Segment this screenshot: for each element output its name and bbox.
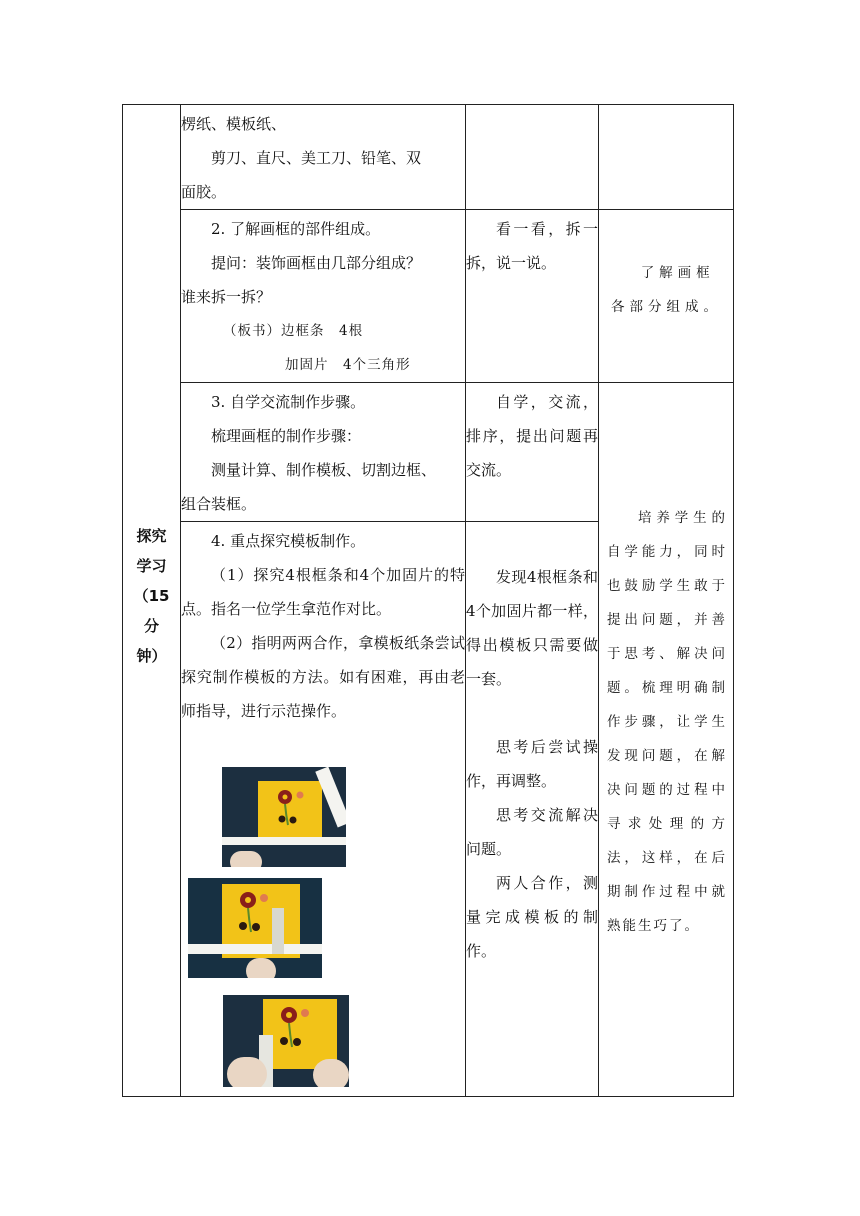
table-row [123, 105, 734, 210]
stage-label: （15 [133, 586, 170, 605]
stage-label: 学习 [136, 556, 167, 575]
board-note: 加固片 4个三角形 [285, 357, 411, 373]
student-activity-cell [466, 105, 599, 210]
board-note: （板书）边框条 4根 [223, 323, 364, 339]
demo-photo-1 [222, 767, 346, 867]
lesson-plan-table [122, 104, 734, 1097]
step-line: （1）探究4根框条和4个加固片的特点。指名一位学生拿范作对比。 [181, 566, 465, 618]
student-activity-text: 思考交流解决问题。 [466, 806, 598, 858]
paper-quilling-flower-icon [236, 890, 268, 936]
step-heading: 2. 了解画框的部件组成。 [211, 220, 381, 238]
student-activity-text: 思考后尝试操作，再调整。 [466, 738, 598, 790]
student-activity-text: 看一看，拆一拆，说一说。 [466, 220, 598, 272]
student-activity-text: 两人合作，测量完成模板的制作。 [466, 874, 598, 960]
material-line: 剪刀、直尺、美工刀、铅笔、双 [211, 149, 422, 167]
paper-quilling-flower-icon [274, 787, 304, 829]
table-row [123, 210, 734, 383]
step-line: 梳理画框的制作步骤： [211, 427, 362, 445]
stage-label: 钟） [136, 646, 167, 665]
design-intent-cell [599, 105, 734, 210]
paper-quilling-flower-icon [277, 1005, 309, 1051]
question-line: 谁来拆一拆？ [181, 288, 272, 306]
stage-cell [123, 105, 181, 1097]
material-line: 面胶。 [181, 183, 227, 201]
design-intent-text: 了解画框各部分组成。 [611, 265, 722, 315]
design-intent-cell [599, 383, 734, 1097]
student-activity-cell [466, 210, 599, 383]
step-line: （2）指明两两合作，拿模板纸条尝试探究制作模板的方法。如有困难，再由老师指导，进行示范操作。 [181, 634, 465, 720]
stage-label: 分 [143, 616, 159, 635]
stage-label: 探究 [136, 526, 167, 545]
design-intent-cell [599, 210, 734, 383]
student-activity-text: 发现4根框条和4个加固片都一样，得出模板只需要做一套。 [466, 568, 598, 688]
teacher-activity-cell [181, 383, 466, 522]
teacher-activity-cell [181, 522, 466, 1097]
step-heading: 3. 自学交流制作步骤。 [211, 393, 366, 411]
student-activity-cell [466, 522, 599, 1097]
demo-photo-3 [223, 995, 349, 1087]
student-activity-text: 自学，交流，排序，提出问题再交流。 [466, 393, 598, 479]
student-activity-cell [466, 383, 599, 522]
demo-photo-2 [188, 878, 322, 978]
step-heading: 4. 重点探究模板制作。 [211, 532, 366, 550]
table-row [123, 383, 734, 522]
step-line: 测量计算、制作模板、切割边框、 [211, 461, 437, 479]
teacher-activity-cell [181, 210, 466, 383]
step-line: 组合装框。 [181, 495, 257, 513]
design-intent-text: 培养学生的自学能力，同时也鼓励学生敢于提出问题，并善于思考、解决问题。梳理明确制作步骤，让学生发现问题，在解决问题的过程中寻求处理的方法，这样，在后期制作过程中就熟能生巧了。 [607, 510, 727, 934]
teacher-activity-cell [181, 105, 466, 210]
material-line: 楞纸、模板纸、 [181, 115, 287, 133]
question-line: 提问：装饰画框由几部分组成？ [211, 254, 422, 272]
